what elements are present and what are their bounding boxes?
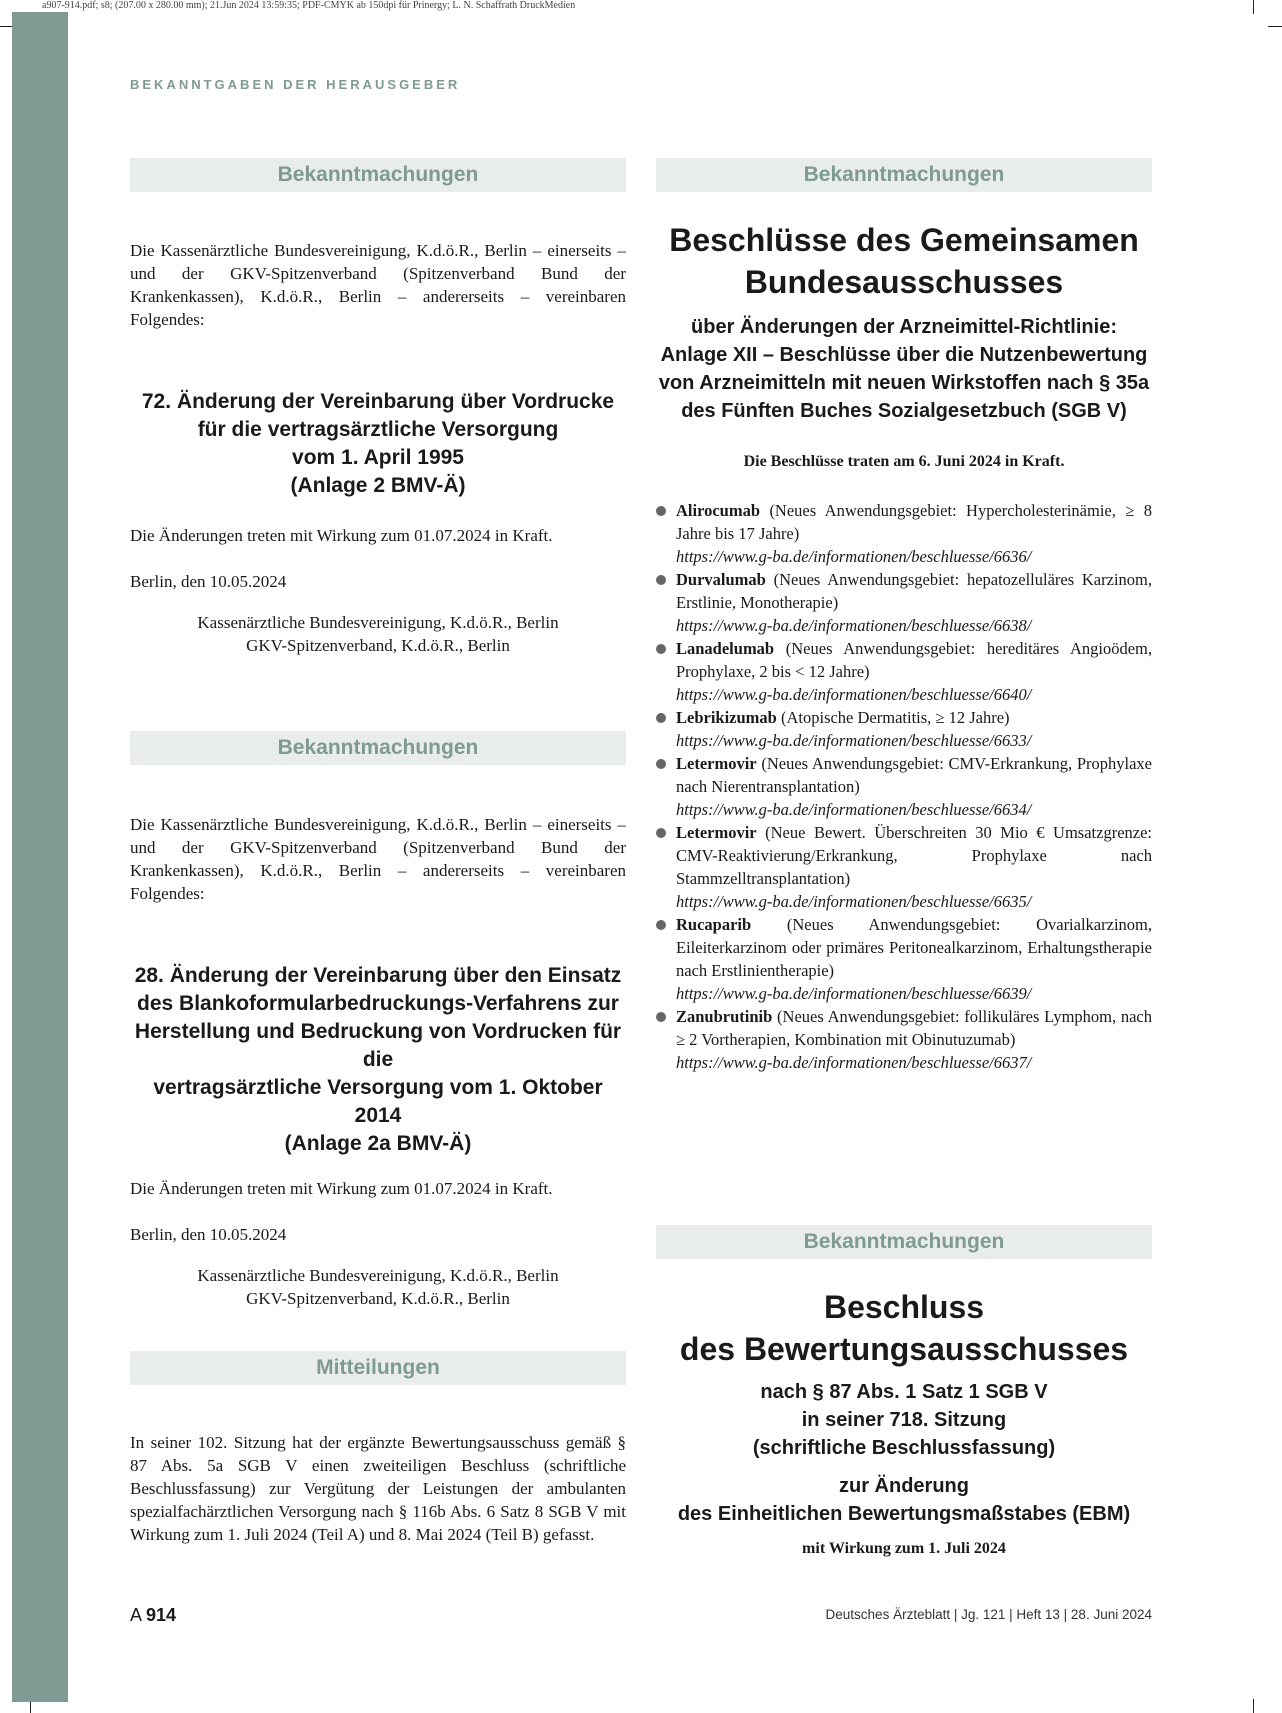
drug-indication: (Neues Anwendungsgebiet: follikuläres Lymphom, nach ≥ 2 Vortherapien, Kombination mit Obinutuzumab) [676, 1007, 1152, 1049]
resolutions-title [656, 219, 1152, 303]
subtitle-line: in seiner 718. Sitzung [801, 1409, 1007, 1431]
bullet-icon [656, 828, 666, 838]
color-sidebar [12, 12, 68, 1702]
communication-paragraph: In seiner 102. Sitzung hat der ergänzte Bewertungsausschuss gemäß § 87 Abs. 5a SGB V einen zweiteiligen Beschluss (schriftliche Beschlussfassung) zur Vergütung der Leistungen der ambulanten spezialfachärztlichen Versorgung nach § 116b Abs. 6 Satz 8 SGB V mit Wirkung zum 1. Juli 2024 (Teil A) und 8. Mai 2024 (Teil B) gefasst. [130, 1433, 626, 1544]
subtitle-line: nach § 87 Abs. 1 Satz 1 SGB V [760, 1381, 1048, 1403]
effective-date-text: Die Änderungen treten mit Wirkung zum 01.07.2024 in Kraft. [130, 526, 553, 545]
drug-name: Letermovir [676, 823, 757, 842]
page-number [130, 1605, 176, 1626]
bullet-icon [656, 920, 666, 930]
drug-resolution-item [656, 499, 1152, 568]
right-section1-body [656, 219, 1152, 1074]
drug-resolution-item [656, 913, 1152, 1005]
drug-indication: (Neues Anwendungsgebiet: Ovarialkarzinom, Eileiterkarzinom oder primäres Peritonealkarzinom, Erhaltungstherapie nach Erstlinientherapie) [676, 915, 1152, 980]
print-metadata-line: a907-914.pdf; s8; (207.00 x 280.00 mm); 21.Jun 2024 13:59:35; PDF-CMYK ab 150dpi für Prinergy; L. N. Schaffrath DruckMedien [42, 0, 576, 11]
drug-resolution-item [656, 706, 1152, 752]
drug-name: Durvalumab [676, 570, 766, 589]
intro-paragraph: Die Kassenärztliche Bundesvereinigung, K.d.ö.R., Berlin – einerseits – und der GKV-Spitzenverband (Spitzenverband Bund der Krankenkassen), K.d.ö.R., Berlin – andererseits – vereinbaren Folgendes: [130, 241, 626, 329]
heading-line: (Anlage 2a BMV-Ä) [284, 1132, 472, 1155]
signatory-kbv: Kassenärztliche Bundesvereinigung, K.d.ö.R., Berlin [197, 1266, 559, 1285]
subtitle-line: des Einheitlichen Bewertungsmaßstabes (EBM) [677, 1503, 1131, 1525]
signatory-kbv: Kassenärztliche Bundesvereinigung, K.d.ö.R., Berlin [197, 613, 559, 632]
drug-name: Lanadelumab [676, 639, 775, 658]
title-line: Beschluss [823, 1289, 985, 1325]
drug-resolution-item [656, 1005, 1152, 1074]
section-banner-bekanntmachungen: Bekanntmachungen [130, 158, 626, 192]
drug-resolution-item [656, 821, 1152, 913]
heading-line: vom 1. April 1995 [292, 446, 464, 469]
drug-name: Lebrikizumab [676, 708, 777, 727]
title-line: Bundesausschusses [744, 264, 1064, 300]
intro-paragraph: Die Kassenärztliche Bundesvereinigung, K.d.ö.R., Berlin – einerseits – und der GKV-Spitzenverband (Spitzenverband Bund der Krankenkassen), K.d.ö.R., Berlin – andererseits – vereinbaren Folgendes: [130, 815, 626, 903]
heading-line: vertragsärztliche Versorgung vom 1. Oktober 2014 [153, 1076, 603, 1127]
drug-name: Rucaparib [676, 915, 752, 934]
heading-line: für die vertragsärztliche Versorgung [197, 418, 559, 441]
heading-line: 28. Änderung der Vereinbarung über den Einsatz [134, 964, 622, 987]
drug-name: Zanubrutinib [676, 1007, 773, 1026]
running-head: BEKANNTGABEN DER HERAUSGEBER [130, 77, 461, 92]
right-section2-body [656, 1286, 1152, 1558]
page-number-value: 914 [146, 1605, 177, 1625]
resolutions-subtitle [656, 313, 1152, 425]
agreement-heading [130, 962, 626, 1158]
resolution-link[interactable]: https://www.g-ba.de/informationen/beschluesse/6634/ [676, 800, 1032, 819]
decision-effective-date: mit Wirkung zum 1. Juli 2024 [802, 1540, 1006, 1557]
heading-line: (Anlage 2 BMV-Ä) [290, 474, 466, 497]
bullet-icon [656, 713, 666, 723]
journal-citation: Deutsches Ärzteblatt | Jg. 121 | Heft 13 | 28. Juni 2024 [825, 1607, 1152, 1622]
subtitle-line: zur Änderung [839, 1475, 969, 1497]
signatory-gkv: GKV-Spitzenverband, K.d.ö.R., Berlin [246, 1289, 510, 1308]
heading-line: des Blankoformularbedruckungs-Verfahrens zur [137, 992, 619, 1015]
subtitle-line: (schriftliche Beschlussfassung) [752, 1437, 1056, 1459]
left-section2-body [130, 813, 626, 1310]
crop-mark [1268, 26, 1282, 27]
section-banner-bekanntmachungen: Bekanntmachungen [656, 158, 1152, 192]
drug-indication: (Atopische Dermatitis, ≥ 12 Jahre) [776, 708, 1010, 727]
agreement-heading [130, 388, 626, 500]
drug-indication: (Neue Bewert. Überschreiten 30 Mio € Umsatzgrenze: CMV-Reaktivierung/Erkrankung, Prophylaxe nach Stammzelltransplantation) [676, 823, 1152, 888]
drug-indication: (Neues Anwendungsgebiet: CMV-Erkrankung, Prophylaxe nach Nierentransplantation) [676, 754, 1152, 796]
resolution-link[interactable]: https://www.g-ba.de/informationen/beschluesse/6633/ [676, 731, 1032, 750]
crop-mark [1253, 0, 1254, 14]
resolution-link[interactable]: https://www.g-ba.de/informationen/beschluesse/6639/ [676, 984, 1032, 1003]
drug-resolution-item [656, 568, 1152, 637]
drug-name: Letermovir [676, 754, 757, 773]
subtitle-line: des Fünften Buches Sozialgesetzbuch (SGB V) [681, 400, 1127, 422]
bullet-icon [656, 575, 666, 585]
in-force-note: Die Beschlüsse traten am 6. Juni 2024 in Kraft. [743, 453, 1065, 470]
title-line: des Bewertungsausschusses [679, 1331, 1129, 1367]
drug-indication: (Neues Anwendungsgebiet: Hypercholesterinämie, ≥ 8 Jahre bis 17 Jahre) [676, 501, 1152, 543]
subtitle-line: Anlage XII – Beschlüsse über die Nutzenbewertung [660, 344, 1148, 366]
bullet-icon [656, 506, 666, 516]
subtitle-line: von Arzneimitteln mit neuen Wirkstoffen nach § 35a [658, 372, 1150, 394]
section-banner-bekanntmachungen: Bekanntmachungen [656, 1225, 1152, 1259]
left-section3-body [130, 1431, 626, 1546]
page-prefix: A [130, 1605, 142, 1625]
decision-title [656, 1286, 1152, 1370]
drug-resolution-item [656, 637, 1152, 706]
resolution-link[interactable]: https://www.g-ba.de/informationen/beschluesse/6637/ [676, 1053, 1032, 1072]
bullet-icon [656, 759, 666, 769]
drug-indication: (Neues Anwendungsgebiet: hepatozelluläres Karzinom, Erstlinie, Monotherapie) [676, 570, 1152, 612]
place-date: Berlin, den 10.05.2024 [130, 1225, 287, 1244]
drug-indication: (Neues Anwendungsgebiet: hereditäres Angioödem, Prophylaxe, 2 bis < 12 Jahre) [676, 639, 1152, 681]
decision-basis [656, 1378, 1152, 1462]
resolution-link[interactable]: https://www.g-ba.de/informationen/beschluesse/6636/ [676, 547, 1032, 566]
resolution-link[interactable]: https://www.g-ba.de/informationen/beschluesse/6638/ [676, 616, 1032, 635]
effective-date-text: Die Änderungen treten mit Wirkung zum 01.07.2024 in Kraft. [130, 1179, 553, 1198]
resolution-link[interactable]: https://www.g-ba.de/informationen/beschluesse/6635/ [676, 892, 1032, 911]
title-line: Beschlüsse des Gemeinsamen [669, 222, 1139, 258]
bullet-icon [656, 644, 666, 654]
decision-change [656, 1472, 1152, 1528]
place-date: Berlin, den 10.05.2024 [130, 572, 287, 591]
drug-resolution-list [656, 499, 1152, 1074]
section-banner-mitteilungen: Mitteilungen [130, 1351, 626, 1385]
section-banner-bekanntmachungen: Bekanntmachungen [130, 731, 626, 765]
drug-name: Alirocumab [676, 501, 761, 520]
bullet-icon [656, 1012, 666, 1022]
heading-line: 72. Änderung der Vereinbarung über Vordrucke [141, 390, 615, 413]
crop-mark [1253, 1699, 1254, 1713]
resolution-link[interactable]: https://www.g-ba.de/informationen/beschluesse/6640/ [676, 685, 1032, 704]
subtitle-line: über Änderungen der Arzneimittel-Richtlinie: [691, 316, 1117, 338]
signatory-gkv: GKV-Spitzenverband, K.d.ö.R., Berlin [246, 636, 510, 655]
left-section1-body [130, 239, 626, 657]
heading-line: Herstellung und Bedruckung von Vordrucken für die [134, 1020, 622, 1071]
drug-resolution-item [656, 752, 1152, 821]
